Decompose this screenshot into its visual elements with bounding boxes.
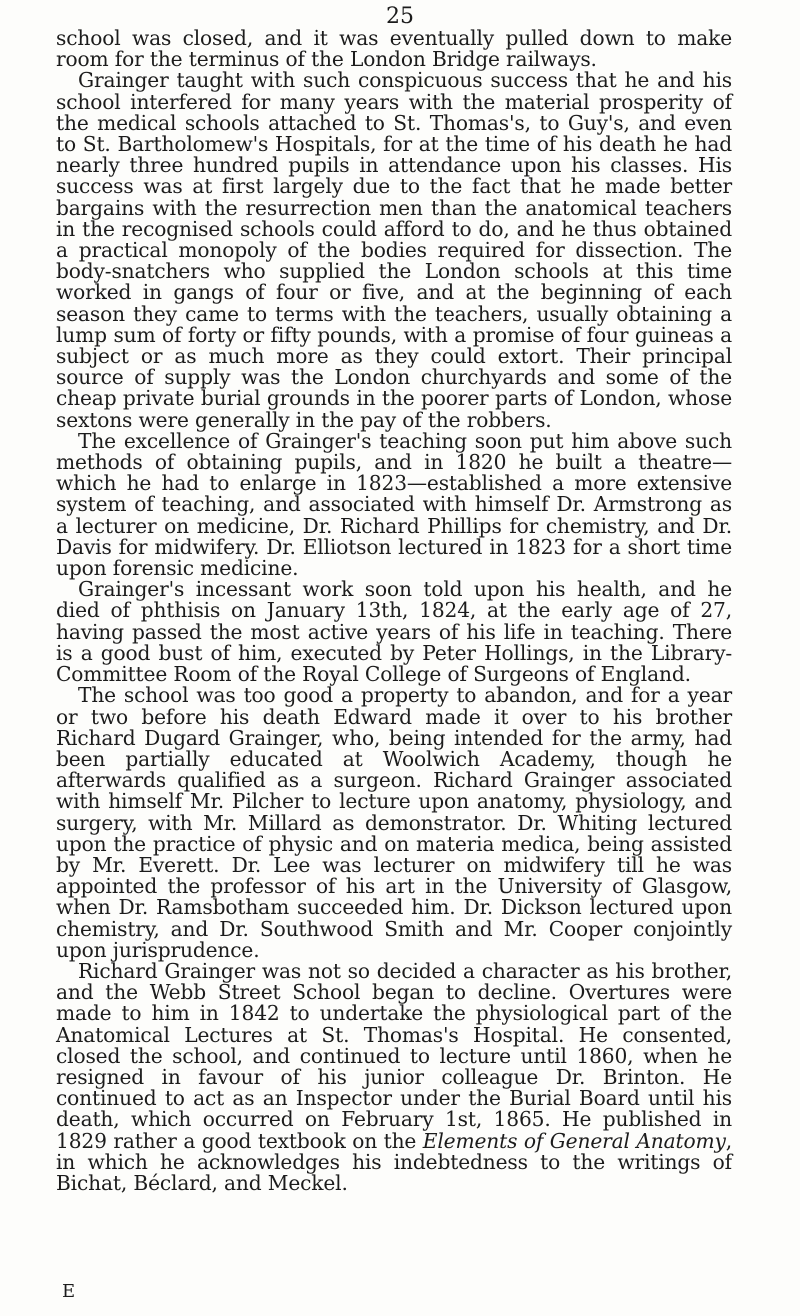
paragraph-3: The excellence of Grainger's teaching soon put him above such methods of obtaining pupils, and in 1820 he built a theatre—which he had to enlarge in 1823—established a more extensive system of teaching, and associated with himself Dr. Armstrong as a lecturer on medicine, Dr. Richard Phillips for chemistry, and Dr. Davis for midwifery. Dr. Elliotson lectured in 1823 for a short time upon forensic medicine. (56, 428, 732, 581)
page-number: 25 (386, 4, 414, 29)
paragraph-6-text-before: Richard Grainger was not so decided a character as his brother, and the Webb Street School began to decline. Overtures were made to him in 1842 to undertake the physiological part of the Anatomical Lectures at St. Thomas's Hospital. He consented, closed the school, and continued to lecture until 1860, when he resigned in favour of his junior colleague Dr. Brinton. He continued to act as an Inspector under the Burial Board until his death, which occurred on February 1st, 1865. He published in 1829 rather a good textbook on the (56, 958, 732, 1153)
paragraph-6 (56, 958, 733, 1195)
paragraph-1: school was closed, and it was eventually pulled down to make room for the terminus of the London Bridge railways. (56, 26, 732, 72)
signature-mark: E (62, 1281, 76, 1302)
body-text (56, 28, 732, 1194)
paragraph-2: Grainger taught with such conspicuous success that he and his school interfered for many years with the material prosperity of the medical schools attached to St. Thomas's, to Guy's, and even to St. Bartholomew's Hospitals, for at the time of his death he had nearly three hundred pupils in attendance upon his classes. His success was at first largely due to the fact that he made better bargains with the resurrection men than the anatomical teachers in the recognised schools could afford to do, and he thus obtained a practical monopoly of the bodies required for dissection. The body-snatchers who supplied the London schools at this time worked in gangs of four or five, and at the beginning of each season they came to terms with the teachers, usually obtaining a lump sum of forty or fifty pounds, with a promise of four guineas a subject or as much more as they could extort. Their principal source of supply was the London churchyards and some of the cheap private burial grounds in the poorer parts of London, whose sextons were generally in the pay of the robbers. (56, 68, 732, 432)
paragraph-4: Grainger's incessant work soon told upon his health, and he died of phthisis on January 13th, 1824, at the early age of 27, having passed the most active years of his life in teaching. There is a good bust of him, executed by Peter Hollings, in the Library-Committee Room of the Royal College of Surgeons of England. (56, 577, 732, 687)
paragraph-5: The school was too good a property to abandon, and for a year or two before his death Edward made it over to his brother Richard Dugard Grainger, who, being intended for the army, had been partially educated at Woolwich Academy, though he afterwards qualified as a surgeon. Richard Grainger associated with himself Mr. Pilcher to lecture upon anatomy, physiology, and surgery, with Mr. Millard as demonstrator. Dr. Whiting lectured upon the practice of physic and on materia medica, being assisted by Mr. Everett. Dr. Lee was lecturer on midwifery till he was appointed the professor of his art in the University of Glasgow, when Dr. Ramsbotham succeeded him. Dr. Dickson lectured upon chemistry, and Dr. Southwood Smith and Mr. Cooper conjointly upon jurisprudence. (56, 683, 732, 962)
paragraph-6-text-after: , in which he acknowledges his indebtedness to the writings of Bichat, Béclard, and Meckel. (56, 1128, 733, 1195)
book-title: Elements of General Anatomy (422, 1128, 726, 1153)
